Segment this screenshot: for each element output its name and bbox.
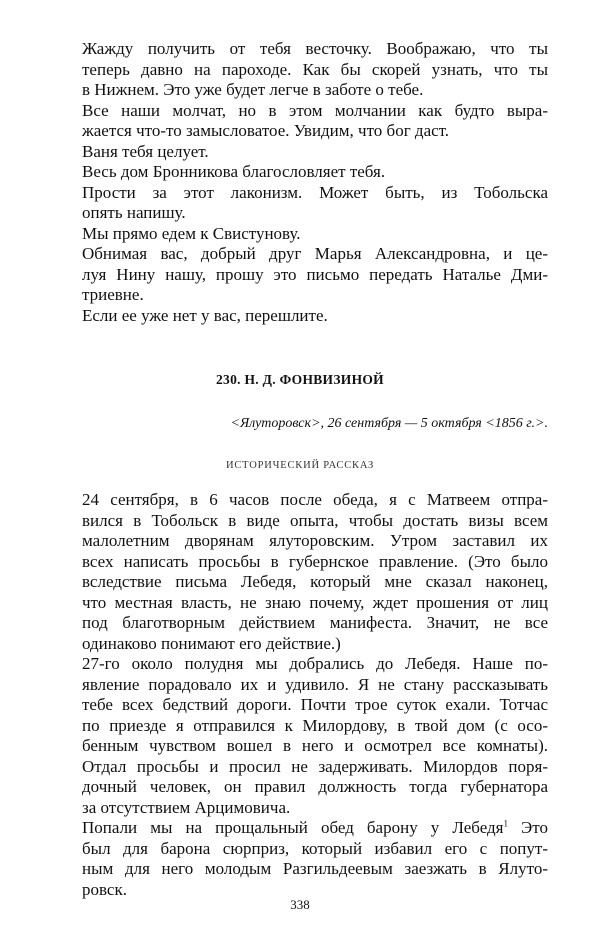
text-line: ровск.	[82, 879, 127, 899]
text-line: 24 сентября, в 6 часов после обеда, я с Матвеем отпра-	[82, 490, 548, 509]
text-line: всех написать просьбы в губернское правление. (Это было	[82, 551, 548, 571]
text-line: малолетним дворянам ялуторовским. Утром заставил их	[82, 531, 548, 550]
text-fragment: Это	[508, 818, 548, 837]
text-line: луя Нину нашу, прошу это письмо передать Наталье Дми-	[82, 264, 548, 284]
text-line: под благотворным действием манифеста. Значит, не все	[82, 613, 548, 632]
text-line: бенным чувством вошел в него и осмотрел все комнаты).	[82, 736, 548, 755]
letter-closing-text	[82, 39, 548, 326]
text-line: Если ее уже нет у вас, перешлите.	[82, 305, 328, 325]
letter-dateline: <Ялуторовск>, 26 сентября — 5 октября <1856 г.>.	[230, 416, 548, 431]
text-line: Обнимая вас, добрый друг Марья Александровна, и це-	[82, 244, 548, 263]
text-line: по приезде я отправился к Милордову, в твой дом (с осо-	[82, 715, 548, 735]
paragraph	[82, 224, 548, 245]
text-line: Попали мы на прощальный обед барону у Лебедя$^1$ Это	[82, 818, 548, 837]
text-line: дочный человек, он правил должность тогда губернатора	[82, 777, 548, 796]
text-line: Прости за этот лаконизм. Может быть, из Тобольска	[82, 182, 548, 202]
paragraph	[82, 142, 548, 163]
text-line: был для барона сюрприз, который избавил его с попут-	[82, 838, 548, 858]
text-line: явление порадовало их и удивило. Я не стану рассказывать	[82, 674, 548, 694]
text-line: Мы прямо едем к Свистунову.	[82, 223, 301, 243]
paragraph	[82, 39, 548, 101]
text-line: за отсутствием Арцимовича.	[82, 797, 291, 817]
section-title: ИСТОРИЧЕСКИЙ РАССКАЗ	[225, 460, 375, 471]
paragraph	[82, 162, 548, 183]
story-text	[82, 490, 548, 900]
text-line: вследствие письма Лебедя, который мне сказал наконец,	[82, 572, 548, 591]
text-line: тебе всех бедствий дороги. Почти трое суток ехали. Тотчас	[82, 695, 548, 714]
paragraph	[82, 183, 548, 224]
letter-heading: 230. Н. Д. ФОНВИЗИНОЙ	[216, 372, 384, 387]
footnote-marker: 1	[503, 818, 508, 829]
text-line: опять напишу.	[82, 203, 186, 222]
text-line: Жажду получить от тебя весточку. Воображаю, что ты	[82, 39, 548, 58]
page-number: 338	[290, 897, 310, 912]
text-line: Все наши молчат, но в этом молчании как будто выра-	[82, 100, 548, 120]
text-line: жается что-то замысловатое. Увидим, что бог даст.	[82, 121, 450, 140]
text-line: триевне.	[82, 285, 144, 304]
paragraph	[82, 818, 548, 900]
text-line: теперь давно на пароходе. Как бы скорей узнать, что ты	[82, 59, 548, 79]
text-line: вился в Тобольск в виде опыта, чтобы достать визы всем	[82, 510, 548, 530]
text-line: 27-го около полудня мы добрались до Лебедя. Наше по-	[82, 654, 548, 673]
text-line: Весь дом Бронникова благословляет тебя.	[82, 162, 386, 181]
text-line: что местная власть, не знаю почему, ждет прошения от лиц	[82, 592, 548, 612]
paragraph	[82, 101, 548, 142]
paragraph	[82, 244, 548, 306]
paragraph	[82, 306, 548, 327]
text-line: Отдал просьбы и просил не задерживать. Милордов поря-	[82, 756, 548, 776]
text-line: ным для него молодым Разгильдеевым заезжать в Ялуто-	[82, 859, 548, 878]
paragraph	[82, 654, 548, 818]
paragraph	[82, 490, 548, 654]
text-line: Ваня тебя целует.	[82, 141, 209, 161]
text-line: в Нижнем. Это уже будет легче в заботе о тебе.	[82, 80, 424, 99]
text-line: одинаково понимают его действие.)	[82, 633, 341, 653]
